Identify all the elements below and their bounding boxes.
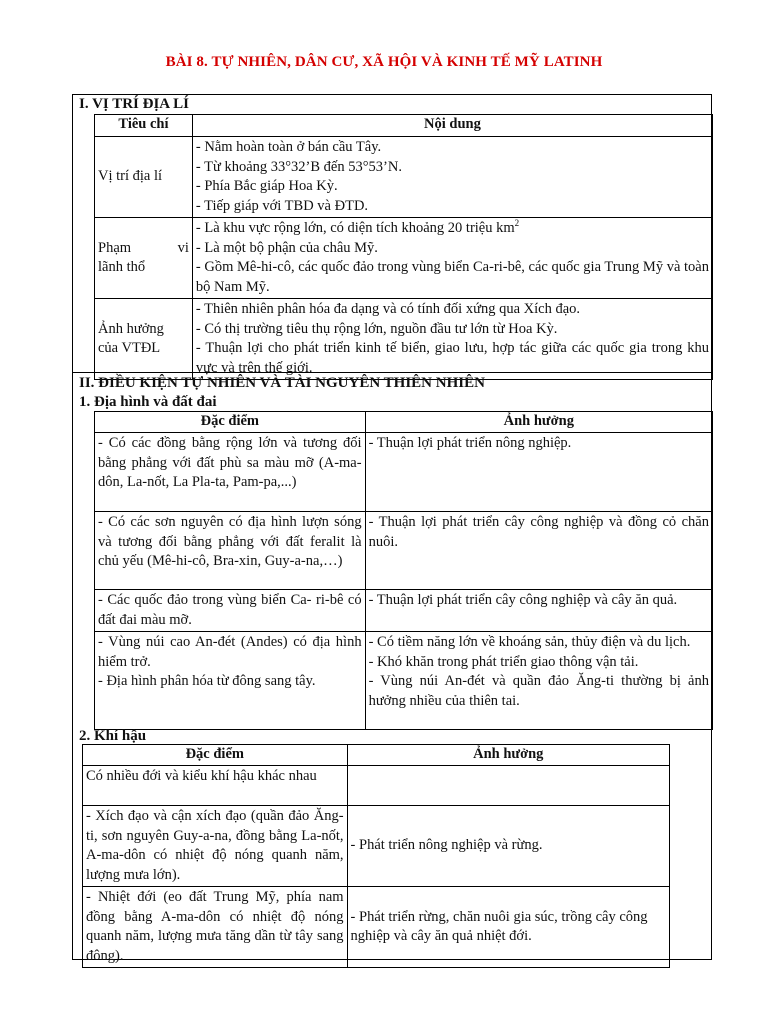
criteria-cell: Vị trí địa lí bbox=[95, 137, 193, 218]
table-row bbox=[95, 590, 713, 632]
impact-cell bbox=[365, 433, 712, 512]
content-line bbox=[196, 219, 709, 239]
table-row bbox=[83, 766, 670, 806]
table-header-row bbox=[95, 115, 713, 137]
content-line: - Nằm hoàn toàn ở bán cầu Tây. bbox=[195, 139, 382, 155]
impact-cell bbox=[365, 512, 712, 590]
feature-cell: Có nhiều đới và kiểu khí hậu khác nhau bbox=[83, 766, 348, 806]
content-cell bbox=[192, 299, 712, 380]
table-row bbox=[83, 806, 670, 887]
col-header-feature: Đặc điểm bbox=[95, 412, 366, 433]
content-line: - Có thị trường tiêu thụ rộng lớn, nguồn đầu tư lớn từ Hoa Kỳ. bbox=[195, 320, 558, 337]
section-2-heading: II. ĐIỀU KIỆN TỰ NHIÊN VÀ TÀI NGUYÊN THIÊN NHIÊN bbox=[79, 375, 485, 391]
table-row bbox=[95, 433, 713, 512]
table-row bbox=[95, 137, 713, 218]
col-header-content: Nội dung bbox=[192, 115, 712, 137]
table-row bbox=[83, 887, 670, 968]
superscript: 2 bbox=[514, 218, 520, 229]
feature-cell bbox=[95, 632, 366, 730]
criteria-line bbox=[98, 239, 189, 259]
feature-line: - Địa hình phân hóa từ đông sang tây. bbox=[98, 673, 316, 689]
content-line: - Tiếp giáp với TBD và ĐTD. bbox=[195, 197, 369, 214]
content-line: - Từ khoảng 33°32’B đến 53°53’N. bbox=[195, 158, 402, 175]
impact-line: - Thuận lợi phát triển nông nghiệp. bbox=[368, 435, 572, 451]
section-1-heading: I. VỊ TRÍ ĐỊA LÍ bbox=[79, 96, 189, 112]
feature-cell: - Xích đạo và cận xích đạo (quần đảo Ăng-ti, sơn nguyên Guy-a-na, đồng bằng La-nốt, A-ma-dôn có nhiệt độ nóng quanh năm, lượng mưa lớn). bbox=[83, 806, 348, 887]
content-line: - Phía Bắc giáp Hoa Kỳ. bbox=[195, 178, 338, 194]
criteria-line: lãnh thổ bbox=[98, 259, 146, 275]
criteria-line: Ảnh hưởng bbox=[98, 320, 164, 337]
table-header-row bbox=[83, 745, 670, 766]
impact-cell bbox=[365, 590, 712, 632]
impact-line: - Có tiềm năng lớn về khoáng sản, thủy điện và du lịch. bbox=[368, 634, 691, 650]
subsection-climate-heading: 2. Khí hậu bbox=[79, 728, 147, 744]
table-row bbox=[95, 218, 713, 299]
impact-line: - Thuận lợi phát triển cây công nghiệp và cây ăn quả. bbox=[368, 592, 678, 608]
climate-table bbox=[82, 744, 670, 968]
impact-cell: - Phát triển rừng, chăn nuôi gia súc, trồng cây công nghiệp và cây ăn quả nhiệt đới. bbox=[347, 887, 669, 968]
content-line: - Là một bộ phận của châu Mỹ. bbox=[195, 239, 378, 256]
impact-line: - Thuận lợi phát triển cây công nghiệp và đồng cỏ chăn nuôi. bbox=[368, 514, 709, 550]
feature-cell: - Nhiệt đới (eo đất Trung Mỹ, phía nam đồng bằng A-ma-dôn có nhiệt độ nóng quanh năm, lượng mưa tăng dần từ tây sang đông). bbox=[83, 887, 348, 968]
col-header-feature: Đặc điểm bbox=[83, 745, 348, 766]
impact-line: - Khó khăn trong phát triển giao thông vận tải. bbox=[368, 653, 639, 670]
content-cell bbox=[192, 218, 712, 299]
location-table bbox=[94, 114, 713, 380]
col-header-impact: Ảnh hưởng bbox=[365, 412, 712, 433]
content-line: - Gồm Mê-hi-cô, các quốc đảo trong vùng biển Ca-ri-bê, các quốc gia Trung Mỹ và toàn bộ Nam Mỹ. bbox=[195, 259, 709, 295]
criteria-word: vi bbox=[177, 239, 189, 256]
criteria-word: Phạm bbox=[98, 239, 132, 256]
table-row bbox=[95, 299, 713, 380]
criteria-cell bbox=[95, 218, 193, 299]
impact-cell bbox=[365, 632, 712, 730]
col-header-criteria: Tiêu chí bbox=[95, 115, 193, 137]
impact-cell: - Phát triển nông nghiệp và rừng. bbox=[347, 806, 669, 887]
feature-cell: - Các quốc đảo trong vùng biển Ca- ri-bê có đất đai màu mỡ. bbox=[95, 590, 366, 632]
terrain-table bbox=[94, 411, 713, 730]
feature-cell: - Có các sơn nguyên có địa hình lượn sóng và tương đối bằng phẳng với đất feralit là chủ yếu (Mê-hi-cô, Bra-xin, Guy-a-na,…) bbox=[95, 512, 366, 590]
criteria-cell bbox=[95, 299, 193, 380]
table-row bbox=[95, 632, 713, 730]
col-header-impact: Ảnh hưởng bbox=[347, 745, 669, 766]
impact-line: - Vùng núi An-đét và quần đảo Ăng-ti thường bị ảnh hưởng nhiều của thiên tai. bbox=[368, 673, 709, 709]
feature-cell: - Có các đồng bằng rộng lớn và tương đối bằng phẳng với đất phù sa màu mỡ (A-ma-dôn, La-nốt, La Pla-ta, Pam-pa,...) bbox=[95, 433, 366, 512]
table-header-row bbox=[95, 412, 713, 433]
feature-line: - Vùng núi cao An-đét (Andes) có địa hình hiểm trở. bbox=[98, 634, 362, 670]
content-text: - Là khu vực rộng lớn, có diện tích khoảng 20 triệu km bbox=[195, 220, 515, 236]
table-row bbox=[95, 512, 713, 590]
criteria-line: của VTĐL bbox=[98, 340, 161, 356]
content-cell bbox=[192, 137, 712, 218]
content-line: - Thiên nhiên phân hóa đa dạng và có tính đối xứng qua Xích đạo. bbox=[195, 301, 581, 317]
impact-cell bbox=[347, 766, 669, 806]
page-title: BÀI 8. TỰ NHIÊN, DÂN CƯ, XÃ HỘI VÀ KINH TẾ MỸ LATINH bbox=[165, 54, 603, 70]
section-divider bbox=[72, 372, 712, 373]
subsection-terrain-heading: 1. Địa hình và đất đai bbox=[79, 394, 217, 410]
content-line: - Thuận lợi cho phát triển kinh tế biển, giao lưu, hợp tác giữa các quốc gia trong khu vực và trên thế giới. bbox=[195, 340, 709, 376]
